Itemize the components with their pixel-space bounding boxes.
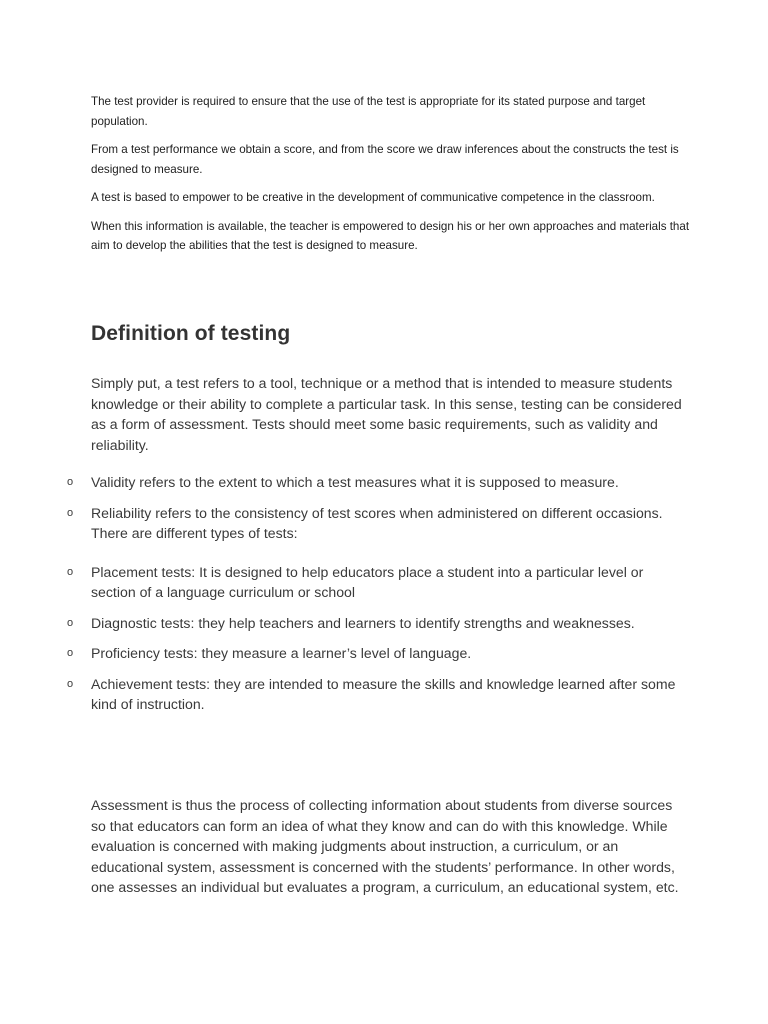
list-item-placement xyxy=(0,562,691,603)
test-types-list xyxy=(0,472,768,725)
intro-block xyxy=(91,92,691,265)
bullet-icon: o xyxy=(67,565,74,578)
list-item-text: Diagnostic tests: they help teachers and learners to identify strengths and weaknesses. xyxy=(91,614,635,631)
list-item-text: Placement tests: It is designed to help educators place a student into a particular level or section of a language curriculum or school xyxy=(91,563,644,600)
bullet-icon: o xyxy=(67,506,74,519)
intro-paragraph: A test is based to empower to be creative in the development of communicative competence in the classroom. xyxy=(91,191,655,204)
list-item-diagnostic xyxy=(0,613,691,634)
bullet-icon: o xyxy=(67,647,74,659)
section-heading: Definition of testing xyxy=(91,322,291,345)
list-item-proficiency xyxy=(0,643,691,664)
list-item-text: Validity refers to the extent to which a test measures what it is supposed to measure. xyxy=(91,474,619,490)
definition-paragraph: Simply put, a test refers to a tool, technique or a method that is intended to measure students knowledge or their ability to complete a particular task. In this sense, testing can be considered as a form of assessment. Tests should meet some basic requirements, such as validity and reliability. xyxy=(91,375,682,453)
bullet-icon: o xyxy=(67,677,74,690)
list-item-reliability xyxy=(0,503,691,544)
intro-paragraph: The test provider is required to ensure that the use of the test is appropriate for its stated purpose and target population. xyxy=(91,95,646,128)
intro-paragraph: When this information is available, the teacher is empowered to design his or her own approaches and materials that aim to develop the abilities that the test is designed to measure. xyxy=(91,219,690,252)
intro-paragraph: From a test performance we obtain a score, and from the score we draw inferences about the constructs the test is designed to measure. xyxy=(91,143,679,176)
list-item-text: Reliability refers to the consistency of test scores when administered on different occasions. xyxy=(91,504,663,521)
list-item-text: Achievement tests: they are intended to measure the skills and knowledge learned after some kind of instruction. xyxy=(91,675,676,712)
bullet-icon: o xyxy=(67,476,74,488)
list-item-validity xyxy=(0,472,691,493)
list-item-text: Proficiency tests: they measure a learner’s level of language. xyxy=(91,645,472,661)
list-item-subtext: There are different types of tests: xyxy=(91,525,298,541)
list-item-achievement xyxy=(0,674,691,715)
assessment-paragraph: Assessment is thus the process of collecting information about students from diverse sources so that educators can form an idea of what they know and can do with this knowledge. While evaluation is concerned with making judgments about instruction, a curriculum, or an educational system, assessment is concerned with the students’ performance. In other words, one assesses an individual but evaluates a program, a curriculum, an educational system, etc. xyxy=(91,797,679,895)
bullet-icon: o xyxy=(67,616,74,629)
